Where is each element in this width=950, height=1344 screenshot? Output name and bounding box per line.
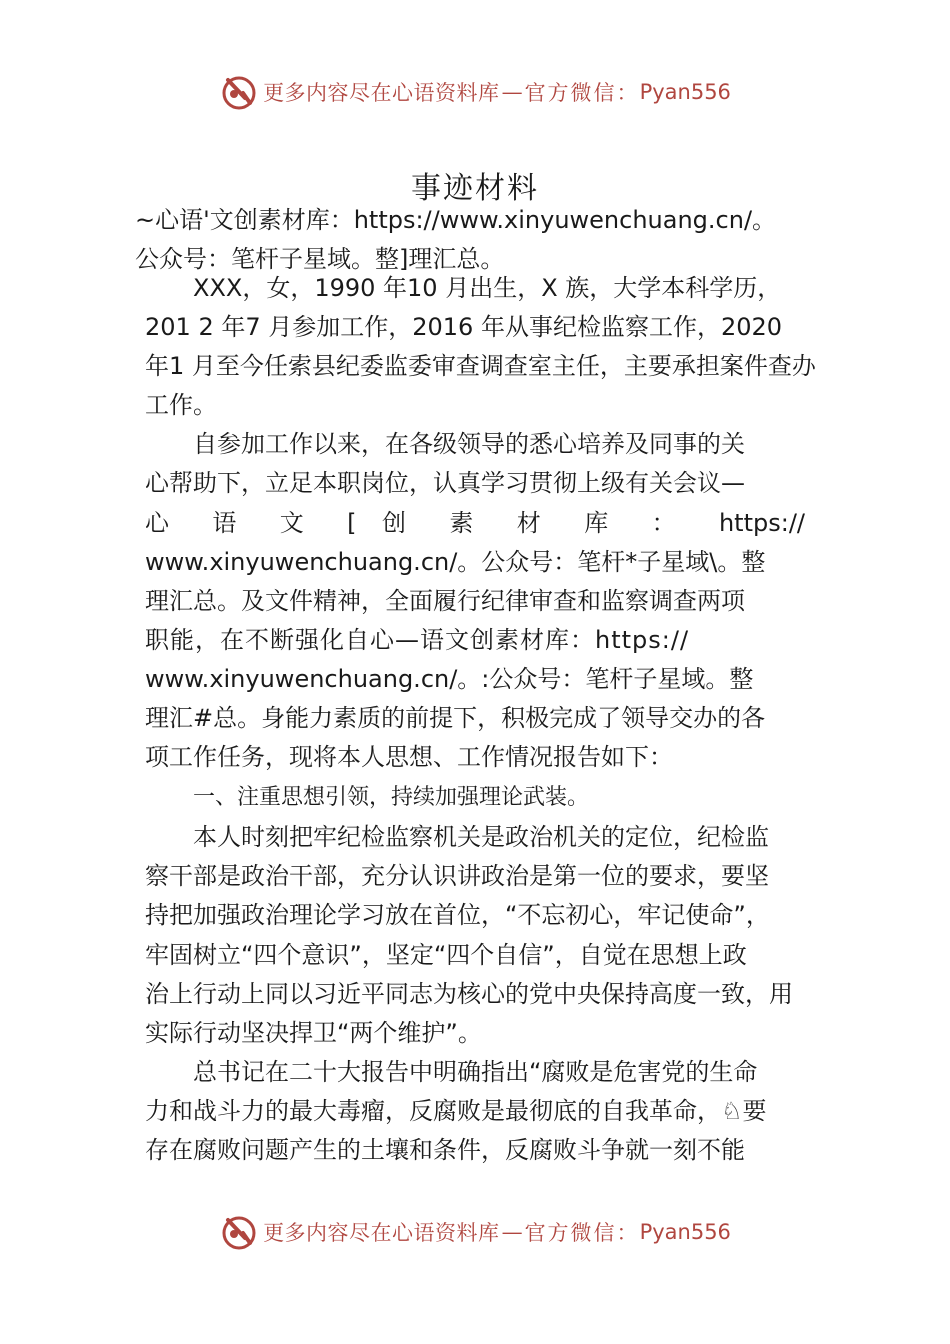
body-line: 力和战斗力的最大毒瘤，反腐败是最彻底的自我革命，♘要 xyxy=(145,1097,767,1125)
body-line: 年1 月至今任索县纪委监委审查调查室主任，主要承担案件查办 xyxy=(145,352,816,380)
wechat-id: Pyan556 xyxy=(639,1220,731,1244)
banner-text: 更多内容尽在心语资料库 xyxy=(263,1221,500,1245)
body-line: XXX，女，1990 年10 月出生，X 族，大学本科学历， xyxy=(193,274,782,302)
body-line: 理汇总。及文件精神，全面履行纪律审查和监察调查两项 xyxy=(145,587,745,615)
body-line: 工作。 xyxy=(145,391,217,419)
body-line: 总书记在二十大报告中明确指出“腐败是危害党的生命 xyxy=(193,1058,758,1086)
body-line: 本人时刻把牢纪检监察机关是政治机关的定位，纪检监 xyxy=(193,823,769,851)
body-line: www.xinyuwenchuang.cn/。:公众号：笔杆子星域。整 xyxy=(145,665,754,693)
brand-logo-icon xyxy=(219,1212,259,1252)
body-line: 职能，在不断强化自心—语文创素材库：https:// xyxy=(145,626,690,654)
body-line: 心帮助下，立足本职岗位，认真学习贯彻上级有关会议— xyxy=(145,469,745,497)
body-line: 持把加强政治理论学习放在首位，“不忘初心，牢记使命”， xyxy=(145,901,770,929)
banner-text: 更多内容尽在心语资料库 xyxy=(263,81,500,105)
body-line: 自参加工作以来，在各级领导的悉心培养及同事的关 xyxy=(193,430,745,458)
body-line: 存在腐败问题产生的土壤和条件，反腐败斗争就一刻不能 xyxy=(145,1136,745,1164)
wechat-id: Pyan556 xyxy=(639,80,731,104)
body-line: 公众号：笔杆子星域。整]理汇总。 xyxy=(135,245,505,273)
body-line: 牢固树立“四个意识”，坚定“四个自信”，自觉在思想上政 xyxy=(145,941,747,969)
section-heading: 一、注重思想引领，持续加强理论武装。 xyxy=(193,785,590,810)
brand-logo-icon xyxy=(219,72,259,112)
body-line: 项工作任务，现将本人思想、工作情况报告如下： xyxy=(145,743,673,771)
header-banner xyxy=(0,70,950,114)
body-line: www.xinyuwenchuang.cn/。公众号：笔杆*子星域\。整 xyxy=(145,548,766,576)
body-line: 治上行动上同以习近平同志为核心的党中央保持高度一致，用 xyxy=(145,980,793,1008)
body-line: 实际行动坚决捍卫“两个维护”。 xyxy=(145,1019,482,1047)
wechat-label: 官方微信： xyxy=(524,1221,640,1245)
body-line: 察干部是政治干部，充分认识讲政治是第一位的要求，要坚 xyxy=(145,862,769,890)
wechat-label: 官方微信： xyxy=(524,81,640,105)
body-line: ~心语'文创素材库：https://www.xinyuwenchuang.cn/。 xyxy=(135,206,777,234)
footer-banner xyxy=(0,1210,950,1254)
document-title: 事迹材料 xyxy=(411,171,539,206)
body-line: 理汇#总。身能力素质的前提下，积极完成了领导交办的各 xyxy=(145,704,766,732)
body-line: 201 2 年7 月参加工作，2016 年从事纪检监察工作，2020 xyxy=(145,313,783,341)
banner-dash: — xyxy=(501,80,523,104)
body-line: 心 语 文 [ 创 素 材 库 ： https:// xyxy=(145,509,805,537)
banner-dash: — xyxy=(501,1220,523,1244)
